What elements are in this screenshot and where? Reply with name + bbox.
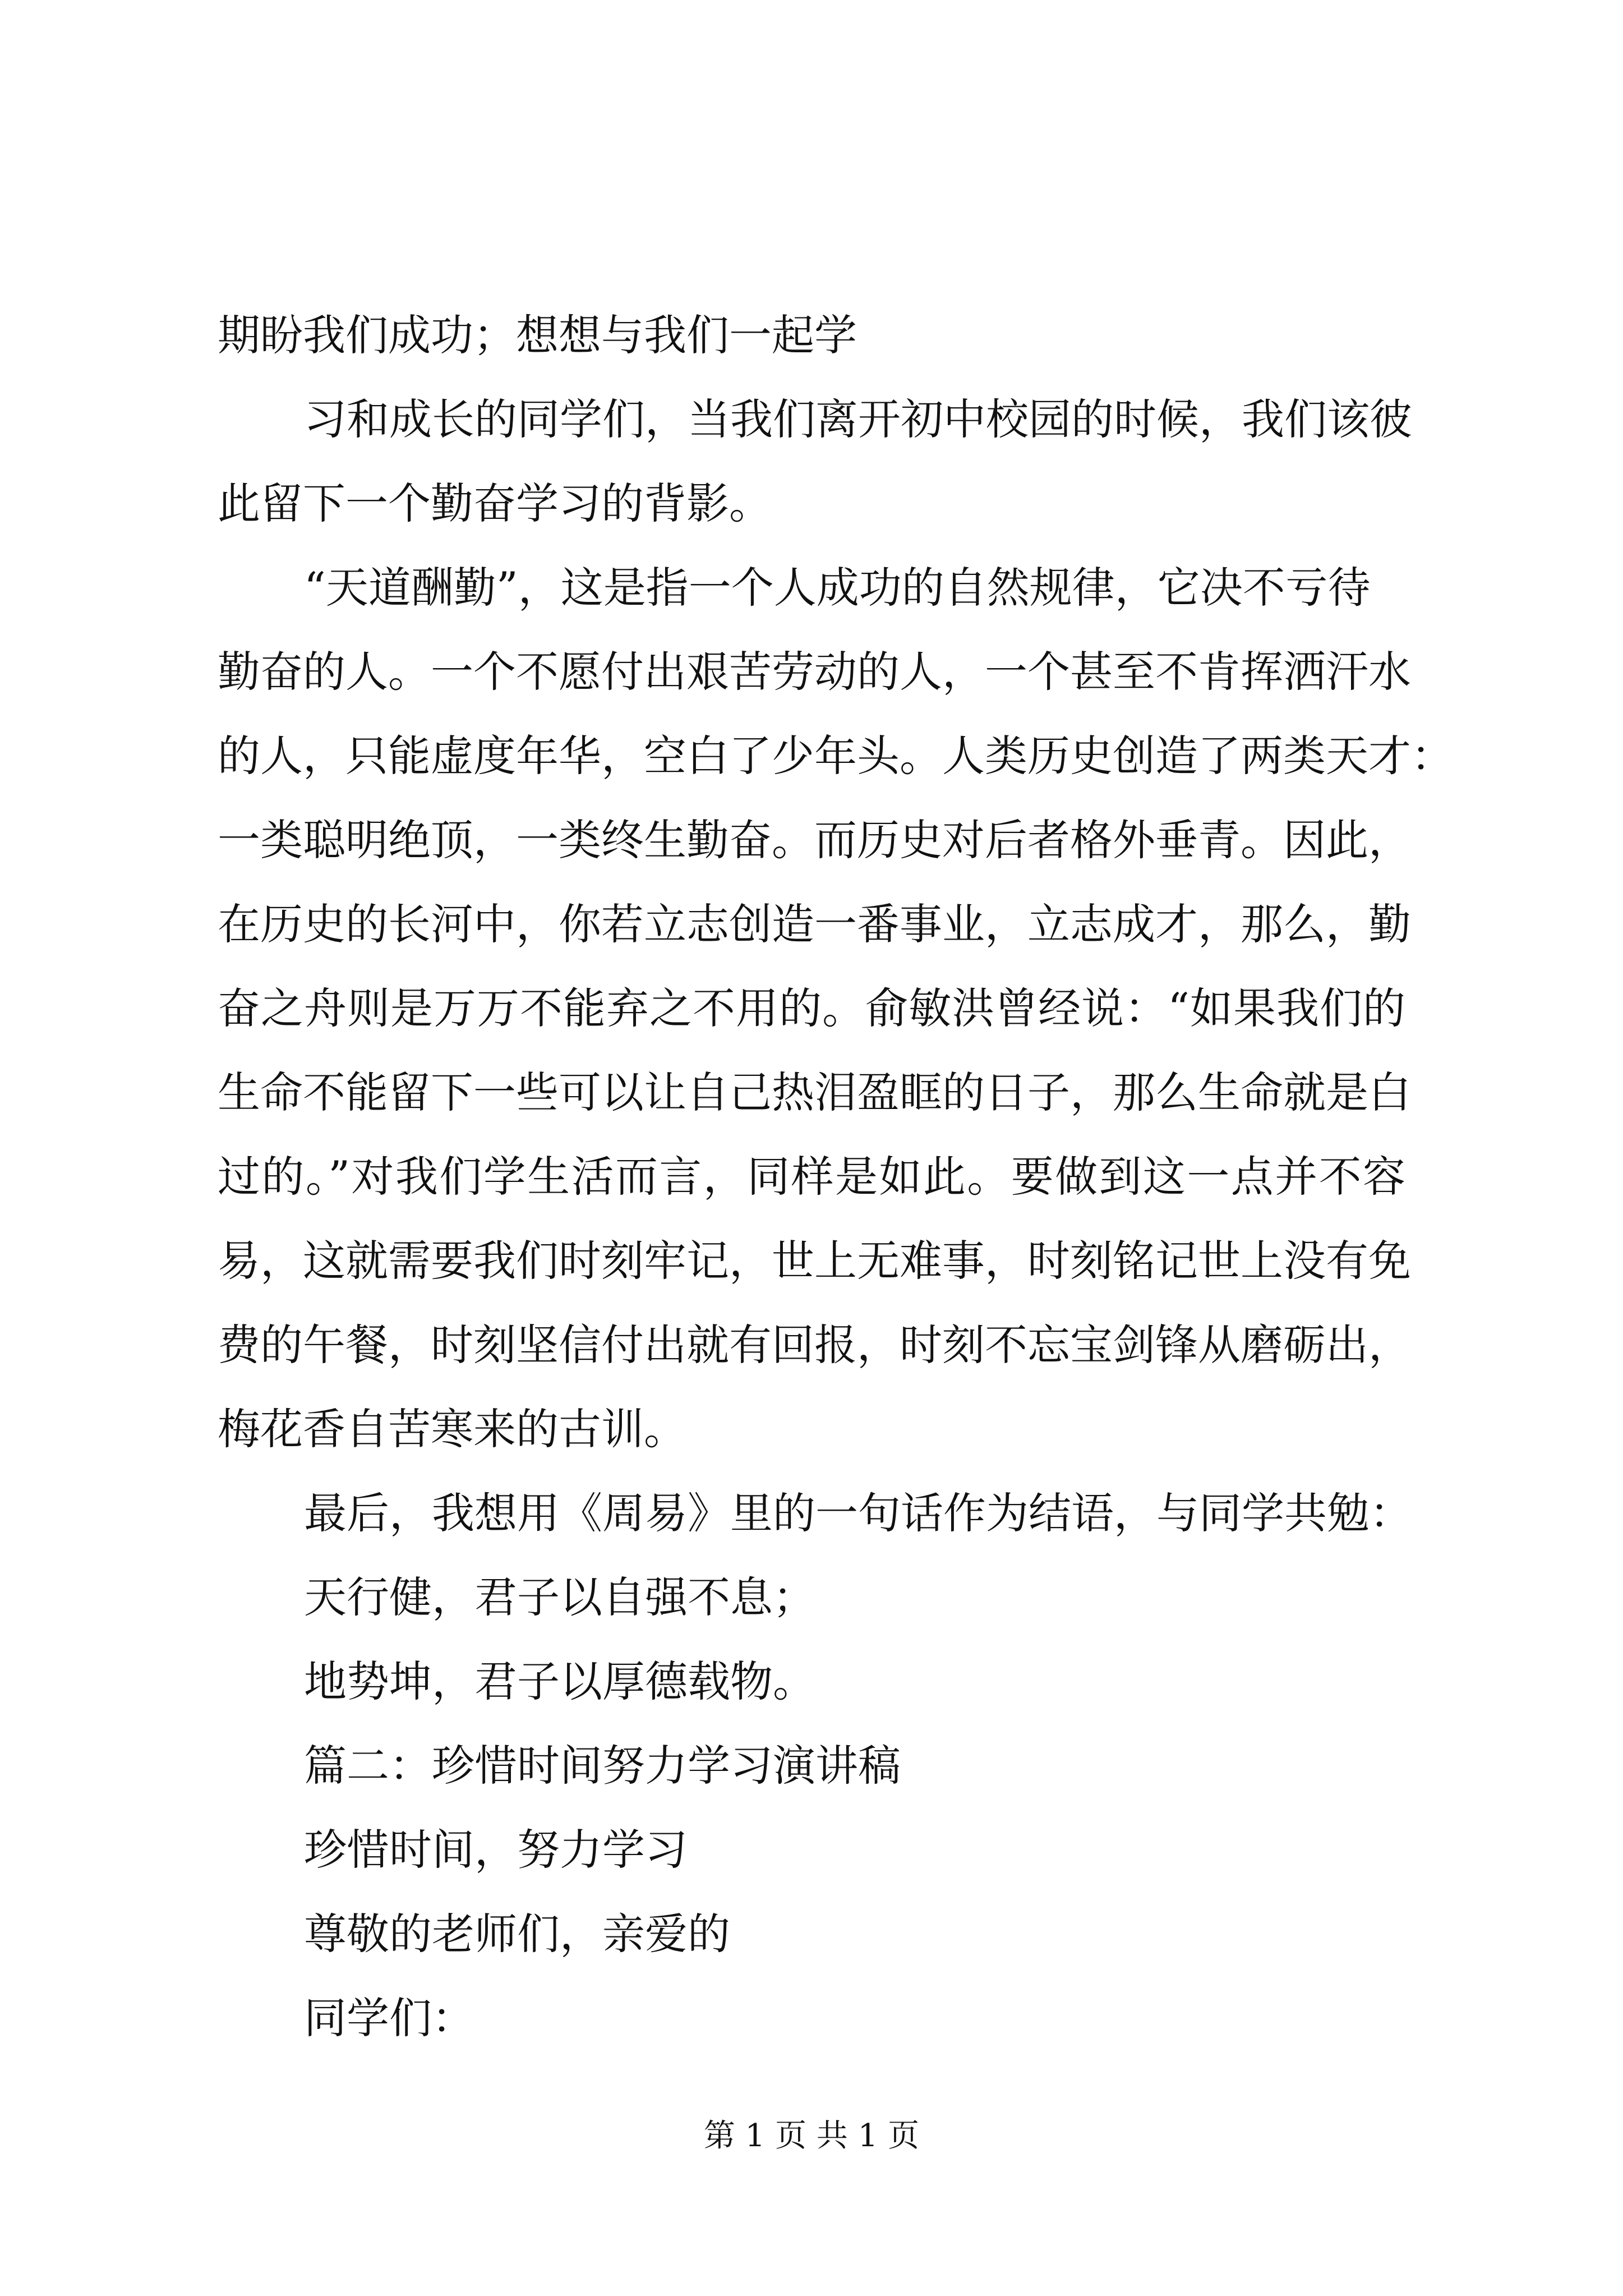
salutation-line: 尊敬的老师们，亲爱的 xyxy=(304,1909,730,1959)
text-line: 习和成长的同学们，当我们离开初中校园的时候，我们该彼 xyxy=(304,394,1412,444)
text-line: “天道酬勤”，这是指一个人成功的自然规律，它决不亏待 xyxy=(304,563,1371,613)
text-line: 天行健，君子以自强不息； xyxy=(304,1572,815,1622)
text-line: 地势坤，君子以厚德载物。 xyxy=(304,1657,815,1706)
text-line: 生命不能留下一些可以让自己热泪盈眶的日子，那么生命就是白 xyxy=(218,1068,1411,1117)
text-line: 此留下一个勤奋学习的背影。 xyxy=(218,478,772,528)
text-line: 易，这就需要我们时刻牢记，世上无难事，时刻铭记世上没有免 xyxy=(218,1236,1411,1286)
text-line: 期盼我们成功；想想与我们一起学 xyxy=(218,310,857,360)
text-line: 最后，我想用《周易》里的一句话作为结语，与同学共勉： xyxy=(304,1488,1412,1538)
text-line: 勤奋的人。一个不愿付出艰苦劳动的人，一个甚至不肯挥洒汗水 xyxy=(218,647,1411,697)
text-line: 在历史的长河中，你若立志创造一番事业，立志成才，那么，勤 xyxy=(218,899,1411,949)
section-heading: 篇二：珍惜时间努力学习演讲稿 xyxy=(304,1741,901,1791)
text-line: 过的。”对我们学生活而言，同样是如此。要做到这一点并不容 xyxy=(218,1152,1405,1202)
page-footer: 第 1 页 共 1 页 xyxy=(703,2118,920,2154)
text-line: 的人，只能虚度年华，空白了少年头。人类历史创造了两类天才： xyxy=(218,731,1454,781)
text-line: 梅花香自苦寒来的古训。 xyxy=(218,1404,686,1454)
text-line: 一类聪明绝顶，一类终生勤奋。而历史对后者格外垂青。因此， xyxy=(218,815,1411,865)
text-line: 费的午餐，时刻坚信付出就有回报，时刻不忘宝剑锋从磨砺出， xyxy=(218,1320,1411,1370)
speech-title: 珍惜时间，努力学习 xyxy=(304,1825,688,1875)
salutation-line: 同学们： xyxy=(304,1993,474,2043)
text-line: 奋之舟则是万万不能弃之不用的。俞敏洪曾经说：“如果我们的 xyxy=(218,983,1405,1033)
